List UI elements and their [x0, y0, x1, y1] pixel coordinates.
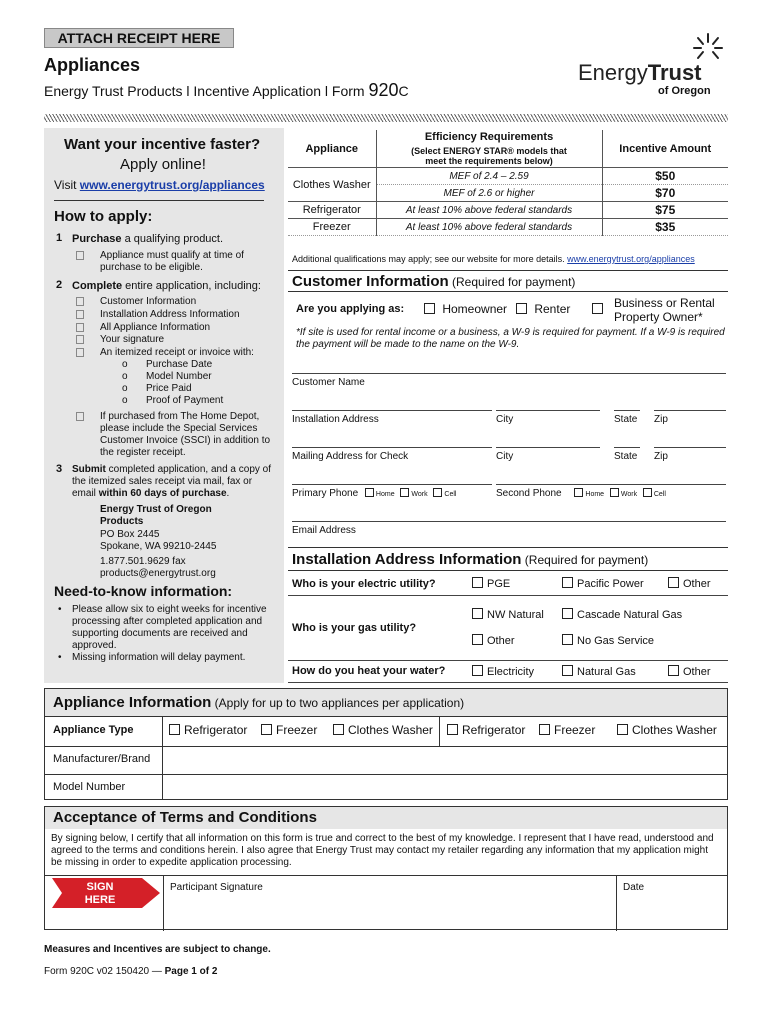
home-label: Home	[585, 491, 605, 498]
logo-energy: Energy	[578, 60, 648, 85]
electric-question: Who is your electric utility?	[288, 573, 468, 595]
step-2-item: Customer Information	[100, 296, 197, 307]
step-1-bold: Purchase	[72, 233, 122, 245]
email-label: Email Address	[292, 525, 356, 536]
website-link[interactable]: www.energytrust.org/appliances	[79, 178, 265, 192]
step-2-subitem: Purchase Date	[146, 359, 213, 370]
amount-cell: $75	[602, 202, 728, 219]
primary-work-checkbox[interactable]	[400, 488, 409, 497]
bullet-dot: •	[58, 652, 62, 663]
form-number: 920	[368, 80, 399, 100]
amount-cell: $35	[602, 219, 728, 236]
gas-other-label: Other	[487, 634, 515, 647]
additional-qualifications	[292, 254, 695, 264]
renter-label: Renter	[534, 302, 571, 316]
second-work-checkbox[interactable]	[610, 488, 619, 497]
customer-heading-text: Customer Information	[292, 273, 449, 290]
primary-home-checkbox[interactable]	[365, 488, 374, 497]
electricity-checkbox[interactable]	[472, 665, 483, 676]
sign-here-arrow-icon	[50, 876, 162, 910]
freezer-2-checkbox[interactable]	[539, 724, 550, 735]
refrigerator-1-checkbox[interactable]	[169, 724, 180, 735]
step-3-text	[72, 464, 276, 500]
home-depot-box	[76, 412, 84, 424]
step-1-rest: a qualifying product.	[121, 233, 224, 245]
col-appliance: Appliance	[288, 130, 376, 168]
gas-row	[288, 595, 728, 660]
gas-options-col-2[interactable]	[558, 595, 728, 660]
sunburst-icon	[688, 30, 728, 64]
type-label: Refrigerator	[184, 723, 248, 737]
renter-option[interactable]	[516, 302, 570, 316]
cell-label: Cell	[444, 491, 457, 498]
acceptance-text: By signing below, I certify that all information on this form is true and correct to the best of my knowledge. I represent that I have read, understood and agreed to the terms and conditions herein. I also agree that Energy Trust may contact my retailer regarding any information that my application might be missing in order to expedite application processing.	[51, 833, 714, 868]
logo-trust: Trust	[647, 60, 702, 85]
requirement-cell: MEF of 2.6 or higher	[376, 185, 602, 202]
subtitle-text: Energy Trust Products l Incentive Application l Form	[44, 83, 369, 99]
step-1-sub: Appliance must qualify at time of purchase to be eligible.	[100, 250, 244, 273]
type-option[interactable]	[169, 723, 247, 737]
step-2-item: Your signature	[100, 334, 165, 345]
freezer-1-checkbox[interactable]	[261, 724, 272, 735]
electric-other-checkbox[interactable]	[668, 577, 679, 588]
requirement-cell: At least 10% above federal standards	[376, 219, 602, 236]
pge-label: PGE	[487, 578, 511, 591]
step-2-item: All Appliance Information	[100, 322, 211, 333]
no-gas-option[interactable]	[562, 628, 724, 654]
header-hatch-divider	[44, 114, 728, 122]
type-label: Freezer	[276, 723, 318, 737]
step-1-number: 1	[56, 232, 63, 244]
logo-wordmark	[578, 60, 702, 86]
pge-checkbox[interactable]	[472, 577, 483, 588]
zip-label: Zip	[654, 414, 668, 425]
acceptance-heading-text: Acceptance of Terms and Conditions	[53, 809, 317, 826]
step-3-deadline: within 60 days of purchase	[98, 488, 227, 499]
type-label: Refrigerator	[462, 723, 526, 737]
step-2-subitem: Price Paid	[146, 383, 192, 394]
address-name: Energy Trust of Oregon	[100, 504, 212, 515]
state-label: State	[614, 414, 638, 425]
step-2-box-0	[76, 297, 84, 309]
mailing-zip-field[interactable]	[654, 447, 726, 469]
customer-name-field[interactable]	[292, 373, 726, 395]
address-email: products@energytrust.org	[100, 568, 216, 579]
how-to-apply-heading: How to apply:	[54, 208, 153, 225]
second-phone-field[interactable]	[496, 484, 726, 506]
page-title: Appliances	[44, 55, 141, 75]
business-option[interactable]	[592, 302, 607, 316]
step-2-box-2	[76, 323, 84, 335]
gas-other-option[interactable]	[472, 628, 554, 654]
step-2-item: An itemized receipt or invoice with:	[100, 347, 254, 358]
installation-table	[288, 573, 728, 683]
primary-phone-label: Primary Phone	[292, 488, 359, 499]
table-row	[288, 219, 728, 236]
install-zip-field[interactable]	[654, 410, 726, 432]
address-box: PO Box 2445	[100, 529, 160, 540]
installation-info-heading	[288, 547, 728, 571]
efficiency-table	[288, 130, 728, 236]
step-2-rest: entire application, including:	[122, 280, 261, 292]
install-address-label: Installation Address	[292, 414, 379, 425]
step-2-item: Installation Address Information	[100, 309, 240, 320]
second-phone-label: Second Phone	[496, 488, 562, 499]
step-1-box	[76, 251, 84, 263]
bullet-dot: •	[58, 604, 62, 615]
work-label: Work	[620, 491, 638, 498]
nw-natural-label: NW Natural	[487, 608, 544, 621]
appliance-cell: Refrigerator	[288, 202, 376, 219]
col-amount: Incentive Amount	[602, 130, 728, 168]
applying-as-question: Are you applying as:	[296, 303, 405, 315]
heat-option[interactable]	[468, 660, 558, 682]
primary-cell-checkbox[interactable]	[433, 488, 442, 497]
homeowner-checkbox[interactable]	[424, 303, 435, 314]
acceptance-section	[44, 806, 728, 930]
model-label: Model Number	[45, 775, 163, 800]
refrigerator-2-checkbox[interactable]	[447, 724, 458, 735]
homeowner-label: Homeowner	[442, 302, 508, 316]
step-2-box-1	[76, 310, 84, 322]
signature-label: Participant Signature	[170, 882, 263, 893]
customer-name-label: Customer Name	[292, 377, 365, 388]
install-city-field[interactable]	[496, 410, 600, 432]
acceptance-heading	[45, 807, 727, 829]
column-divider	[439, 717, 440, 746]
gas-question: Who is your gas utility?	[288, 595, 468, 660]
work-label: Work	[411, 491, 428, 498]
page-number: Page 1 of 2	[164, 966, 218, 977]
pacific-power-checkbox[interactable]	[562, 577, 573, 588]
business-checkbox[interactable]	[592, 303, 603, 314]
step-3-bold: Submit	[72, 464, 106, 475]
appliance-info-heading	[45, 689, 727, 717]
page-subtitle	[44, 80, 409, 101]
appliance-cell: Clothes Washer	[288, 168, 376, 202]
install-address-field[interactable]	[292, 410, 492, 432]
zip-label: Zip	[654, 451, 668, 462]
natural-gas-checkbox[interactable]	[562, 665, 573, 676]
type-label: Clothes Washer	[348, 723, 433, 737]
type-option[interactable]	[539, 723, 595, 737]
step-2-bold: Complete	[72, 280, 123, 292]
city-label: City	[496, 414, 514, 425]
appliance-type-label: Appliance Type	[45, 717, 163, 746]
mailing-address-field[interactable]	[292, 447, 492, 469]
heat-option[interactable]	[664, 660, 728, 682]
step-2-number: 2	[56, 279, 63, 291]
cascade-label: Cascade Natural Gas	[577, 608, 683, 621]
step-1-text	[72, 233, 223, 245]
address-city: Spokane, WA 99210-2445	[100, 541, 217, 552]
appliance-type-row	[45, 717, 727, 747]
installation-heading-text: Installation Address Information	[292, 551, 522, 568]
step-2-box-3	[76, 335, 84, 347]
nw-natural-option[interactable]	[472, 602, 554, 628]
washer-2-checkbox[interactable]	[617, 724, 628, 735]
table-row	[288, 168, 728, 185]
gas-other-checkbox[interactable]	[472, 634, 483, 645]
visit-label: Visit	[54, 178, 80, 192]
requirement-cell: MEF of 2.4 – 2.59	[376, 168, 602, 185]
customer-heading-note: (Required for payment)	[448, 275, 576, 289]
second-cell-checkbox[interactable]	[643, 488, 652, 497]
electricity-label: Electricity	[487, 665, 535, 678]
appliance-heading-text: Appliance Information	[53, 694, 212, 711]
water-heat-row	[288, 660, 728, 682]
gas-options-col-1[interactable]	[468, 595, 558, 660]
manufacturer-row[interactable]	[45, 747, 727, 775]
model-row[interactable]	[45, 775, 727, 800]
type-label: Clothes Washer	[632, 723, 717, 737]
second-home-checkbox[interactable]	[574, 488, 583, 497]
appliance-info-section	[44, 688, 728, 800]
sub-bullet: o	[122, 383, 128, 394]
table-row	[288, 202, 728, 219]
customer-info-heading	[288, 270, 728, 292]
water-heat-question: How do you heat your water?	[288, 660, 468, 682]
date-label: Date	[623, 882, 645, 893]
primary-phone-field[interactable]	[292, 484, 492, 506]
type-option[interactable]	[617, 723, 717, 737]
home-label: Home	[375, 491, 395, 498]
additional-text: Additional qualifications may apply; see our website for more details.	[292, 254, 568, 264]
heat-option[interactable]	[558, 660, 664, 682]
visit-line	[54, 178, 265, 192]
no-gas-label: No Gas Service	[577, 634, 655, 647]
panel-divider	[54, 200, 264, 201]
pacific-power-label: Pacific Power	[577, 578, 644, 591]
efficiency-header-row	[288, 130, 728, 168]
type-option[interactable]	[333, 723, 433, 737]
sub-bullet: o	[122, 359, 128, 370]
w9-note: *If site is used for rental income or a business, a W-9 is required for payment. If a W-9 is required the payment will be made to the name on the W-9.	[296, 327, 725, 350]
form-footer	[44, 966, 217, 977]
electric-option[interactable]	[468, 573, 558, 595]
form-suffix: C	[398, 83, 409, 99]
sub-bullet: o	[122, 395, 128, 406]
measures-note: Measures and Incentives are subject to change.	[44, 944, 271, 955]
business-label: Business or Rental Property Owner*	[614, 296, 715, 324]
req-subtitle: (Select ENERGY STAR® models that meet the requirements below)	[411, 146, 567, 166]
apply-online-text: Apply online!	[120, 156, 206, 173]
homeowner-option[interactable]	[424, 302, 507, 316]
req-title: Efficiency Requirements	[424, 131, 554, 143]
mailing-address-label: Mailing Address for Check	[292, 451, 409, 462]
type-option[interactable]	[261, 723, 317, 737]
email-field[interactable]	[292, 521, 726, 543]
attach-receipt-banner: ATTACH RECEIPT HERE	[44, 28, 234, 48]
address-name-2: Products	[100, 516, 144, 527]
need-to-know-item: Missing information will delay payment.	[72, 652, 246, 663]
mailing-state-field[interactable]	[614, 447, 640, 469]
mailing-city-field[interactable]	[496, 447, 600, 469]
heat-other-checkbox[interactable]	[668, 665, 679, 676]
need-to-know-heading: Need-to-know information:	[54, 583, 233, 599]
step-2-subitem: Proof of Payment	[146, 395, 224, 406]
step-2-text	[72, 280, 261, 292]
nw-natural-checkbox[interactable]	[472, 608, 483, 619]
sub-bullet: o	[122, 371, 128, 382]
manufacturer-label: Manufacturer/Brand	[45, 747, 163, 774]
washer-1-checkbox[interactable]	[333, 724, 344, 735]
col-requirements	[376, 130, 602, 168]
signature-field[interactable]	[163, 876, 617, 931]
step-2-box-4	[76, 348, 84, 360]
how-to-panel	[44, 128, 284, 683]
city-label: City	[496, 451, 514, 462]
amount-cell: $50	[602, 168, 728, 185]
amount-cell: $70	[602, 185, 728, 202]
logo-of-oregon: of Oregon	[658, 85, 711, 97]
address-fax: 1.877.501.9629 fax	[100, 556, 186, 567]
date-field[interactable]	[623, 882, 644, 893]
home-depot-note: If purchased from The Home Depot, please include the Special Services Customer Invoice (SSCI) in addition to the register receipt.	[100, 411, 271, 458]
step-3-rest: completed application, and a copy of the itemized sales receipt via mail, fax or email	[72, 464, 271, 499]
here-text: HERE	[84, 894, 116, 906]
step-2-subitem: Model Number	[146, 371, 212, 382]
cell-label: Cell	[653, 491, 666, 498]
installation-heading-note: (Required for payment)	[521, 553, 649, 567]
form-id: Form 920C v02 150420 —	[44, 966, 165, 977]
sign-text: SIGN	[86, 881, 114, 893]
renter-checkbox[interactable]	[516, 303, 527, 314]
heat-other-label: Other	[683, 665, 711, 678]
cascade-option[interactable]	[562, 602, 724, 628]
additional-link[interactable]: www.energytrust.org/appliances	[567, 254, 695, 264]
appliance-cell: Freezer	[288, 219, 376, 236]
step-3-number: 3	[56, 463, 63, 475]
appliance-heading-note: (Apply for up to two appliances per application)	[211, 696, 465, 710]
electric-option[interactable]	[664, 573, 728, 595]
electric-other-label: Other	[683, 578, 711, 591]
cascade-checkbox[interactable]	[562, 608, 573, 619]
step-3-end: .	[226, 488, 230, 499]
type-label: Freezer	[554, 723, 596, 737]
energy-trust-logo	[572, 30, 732, 100]
requirement-cell: At least 10% above federal standards	[376, 202, 602, 219]
electric-option[interactable]	[558, 573, 664, 595]
faster-heading: Want your incentive faster?	[64, 136, 261, 153]
type-option[interactable]	[447, 723, 525, 737]
electric-row	[288, 573, 728, 595]
need-to-know-item: Please allow six to eight weeks for incentive processing after completed application and supporting documents are received and approved.	[72, 604, 267, 651]
install-state-field[interactable]	[614, 410, 640, 432]
state-label: State	[614, 451, 638, 462]
no-gas-checkbox[interactable]	[562, 634, 573, 645]
natural-gas-label: Natural Gas	[577, 665, 636, 678]
